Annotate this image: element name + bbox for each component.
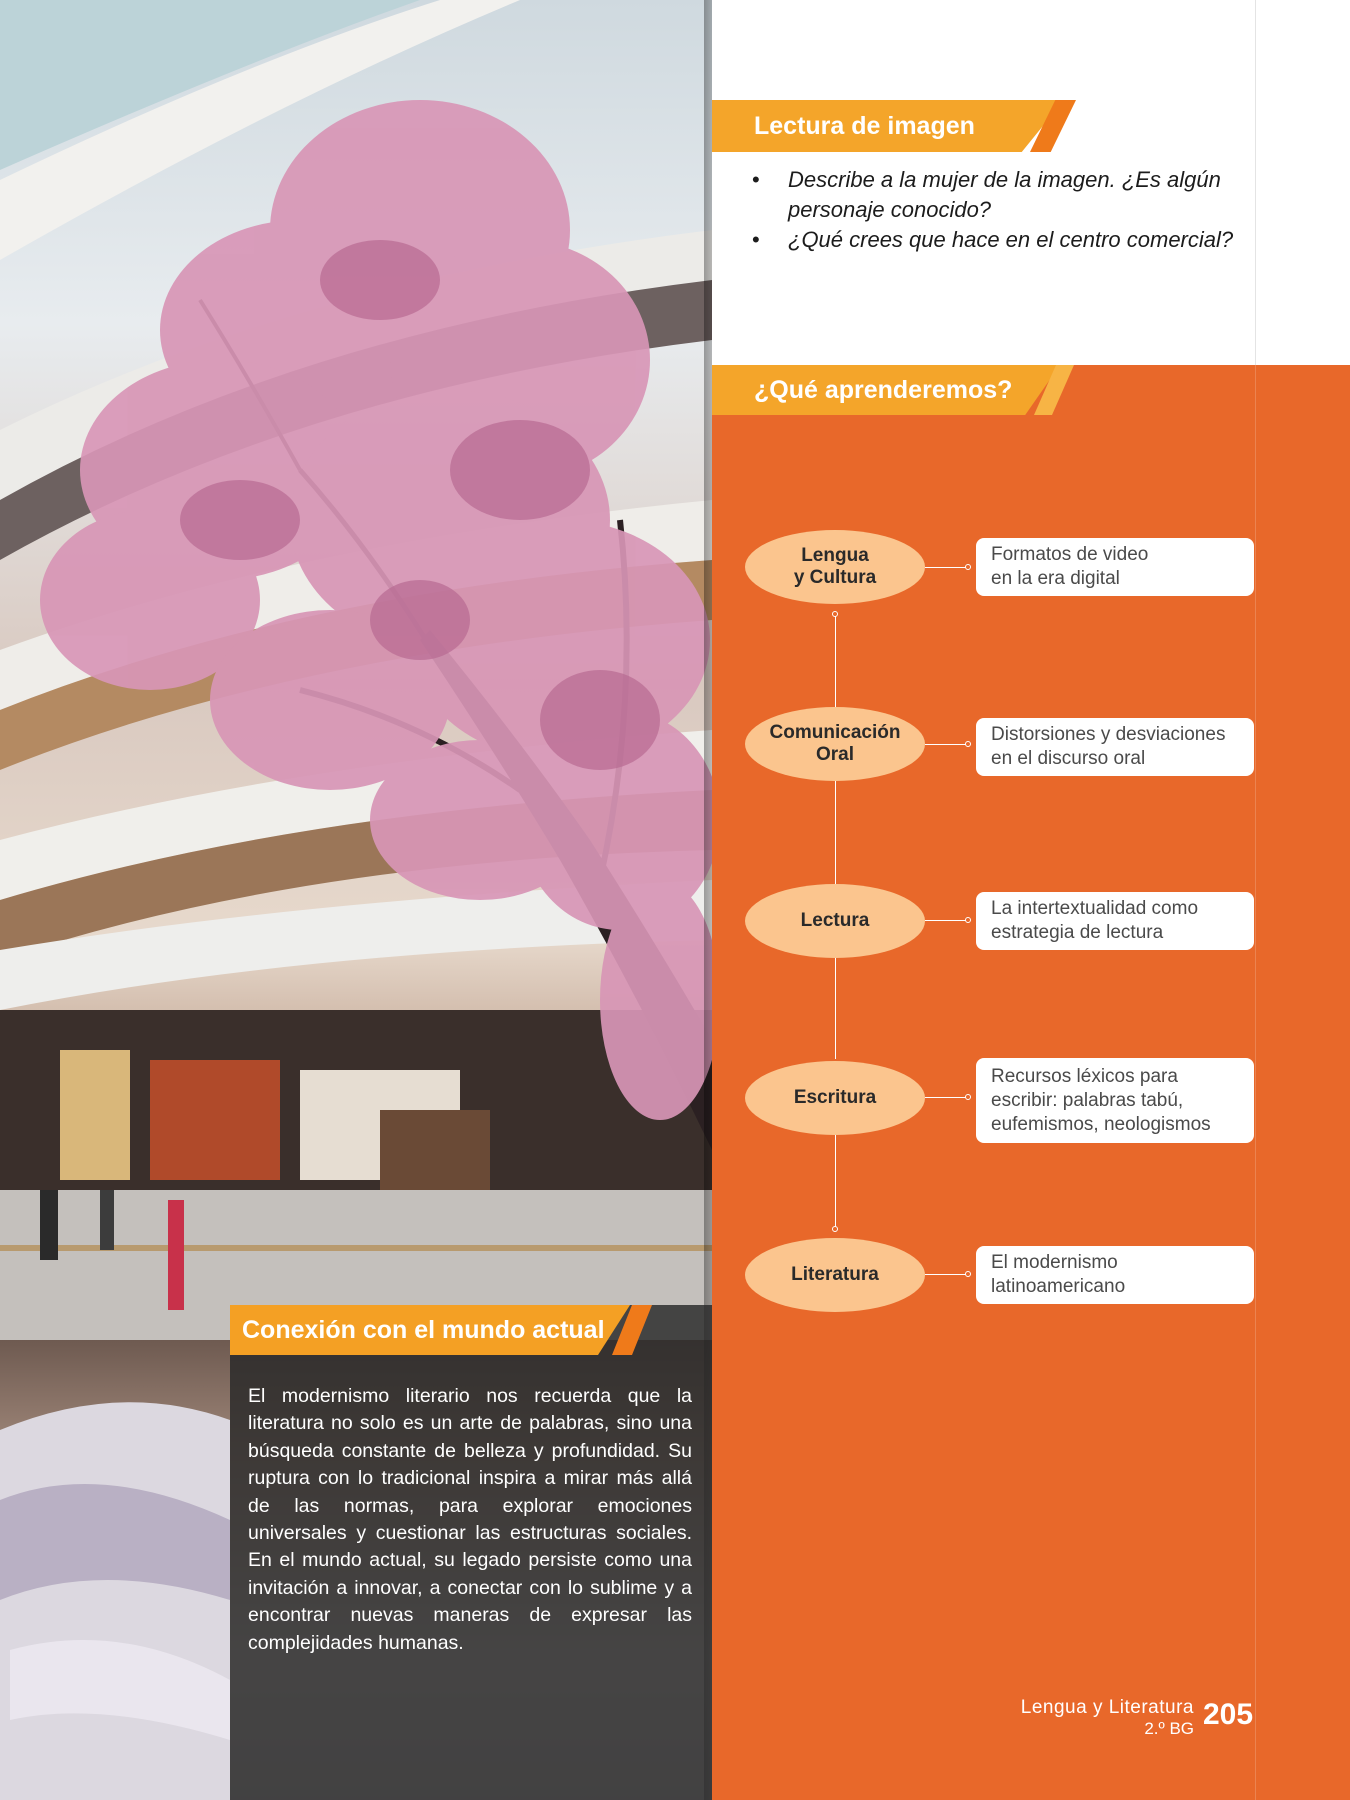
image-reading-banner	[712, 100, 1076, 152]
footer-subject: Lengua y Literatura	[1020, 1697, 1194, 1718]
topic-box: Distorsiones y desviaciones en el discurso oral	[976, 718, 1254, 776]
learning-banner	[712, 365, 1074, 415]
connector-line	[835, 956, 836, 1059]
connection-text: El modernismo literario nos recuerda que la literatura no solo es un arte de palabras, sino una búsqueda constante de belleza y profundidad. Su ruptura con lo tradicional inspira a mirar más allá de las normas, para explorar emociones universales y cuestionar las estructuras sociales. En el mundo actual, su legado persiste como una invitación a innovar, a conectar con lo sublime y a encontrar nuevas maneras de expresar las complejidades humanas.	[248, 1385, 692, 1654]
footer-level: 2.º BG	[1144, 1719, 1194, 1738]
connector-dot	[832, 1226, 838, 1232]
learning-title: ¿Qué aprenderemos?	[754, 376, 1013, 404]
connector-line	[925, 920, 968, 921]
connector-line	[925, 1274, 968, 1275]
area-literatura: Literatura	[745, 1238, 925, 1312]
connection-banner	[230, 1305, 670, 1355]
connection-title: Conexión con el mundo actual	[242, 1316, 605, 1344]
area-escritura: Escritura	[745, 1061, 925, 1135]
area-lengua-cultura: Lengua y Cultura	[745, 530, 925, 604]
connector-dot	[965, 1094, 971, 1100]
page-number: 205	[1203, 1698, 1254, 1731]
page-edge-line	[1255, 0, 1256, 365]
page-edge-line	[1255, 365, 1256, 1800]
topic-box: Recursos léxicos para escribir: palabras tabú, eufemismos, neologismos	[976, 1058, 1254, 1143]
topic-box: La intertextualidad como estrategia de lectura	[976, 892, 1254, 950]
connector-dot	[965, 917, 971, 923]
connector-line	[925, 1097, 968, 1098]
connector-dot	[832, 611, 838, 617]
area-comunicacion-oral: Comunicación Oral	[745, 707, 925, 781]
connector-line	[925, 744, 968, 745]
topic-box: Formatos de video en la era digital	[976, 538, 1254, 596]
area-lectura: Lectura	[745, 884, 925, 958]
image-reading-title: Lectura de imagen	[754, 112, 975, 140]
connector-dot	[965, 1271, 971, 1277]
image-reading-questions	[752, 165, 1252, 255]
topic-box: El modernismo latinoamericano	[976, 1246, 1254, 1304]
question-item: • ¿Qué crees que hace en el centro comercial?	[752, 225, 1252, 255]
connector-line	[835, 614, 836, 713]
connector-dot	[965, 564, 971, 570]
question-item: • Describe a la mujer de la imagen. ¿Es algún personaje conocido?	[752, 165, 1252, 225]
connector-line	[835, 1135, 836, 1228]
connector-line	[925, 567, 968, 568]
connector-dot	[965, 741, 971, 747]
